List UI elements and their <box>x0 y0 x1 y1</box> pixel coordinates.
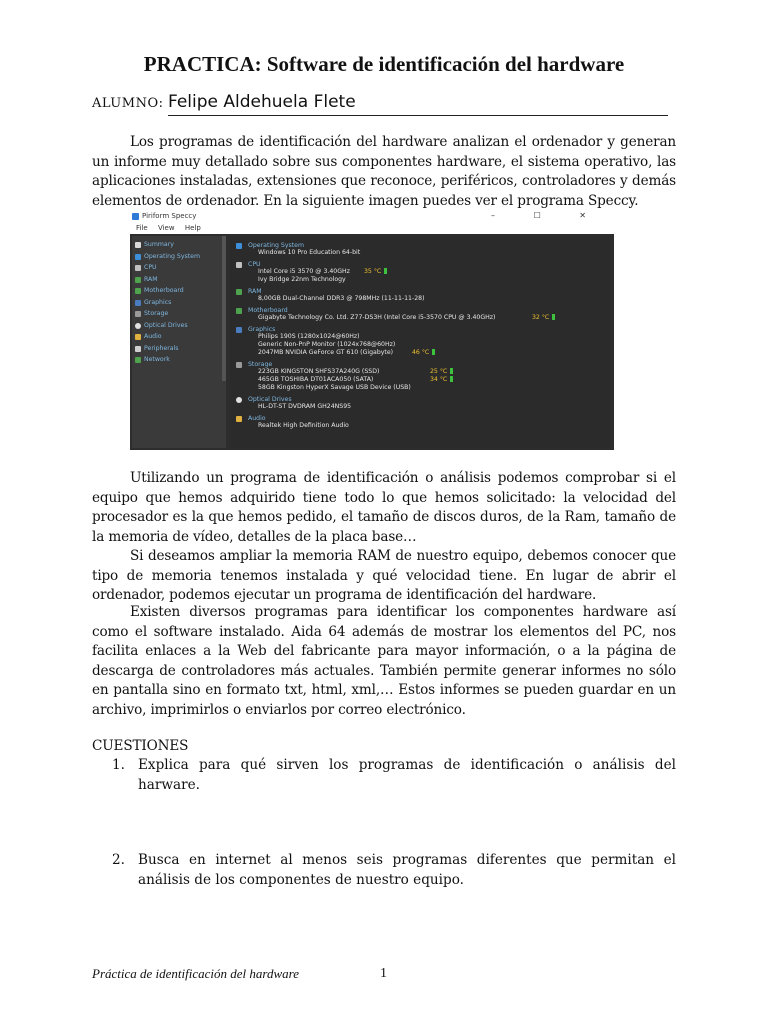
question-1 <box>112 756 676 795</box>
sidebar-item-audio: Audio <box>144 333 162 340</box>
motherboard-icon <box>135 288 141 294</box>
storage-disk-1: 223GB KINGSTON SHFS37A240G (SSD) <box>258 368 380 375</box>
graphics-card: 2047MB NVIDIA GeForce GT 610 (Gigabyte) <box>258 349 394 356</box>
question-1-text: Explica para qué sirven los programas de identificación o análisis del harware. <box>138 757 676 793</box>
cpu-icon <box>135 265 141 271</box>
storage-icon <box>135 311 141 317</box>
speccy-sidebar <box>132 236 226 448</box>
ram-section-icon <box>236 289 242 295</box>
paragraph-identification: Utilizando un programa de identificación o análisis podemos comprobar si el equipo que hemos adquirido tiene todo lo que hemos solicitado: la velocidad del procesador es la que hemos pedido, el tamaño de discos duros, de la Ram, tamaño de la memoria de vídeo, detalles de la placa base… <box>92 470 676 545</box>
page-title: PRACTICA: Software de identificación del hardware <box>143 52 625 76</box>
menu-help: Help <box>184 224 201 232</box>
speccy-titlebar <box>130 210 614 224</box>
network-icon <box>135 357 141 363</box>
paragraph-ram: Si deseamos ampliar la memoria RAM de nuestro equipo, debemos conocer que tipo de memoria tenemos instalada y qué velocidad tiene. En lugar de abrir el ordenador, podemos ejecutar un programa de identificación del hardware. <box>92 548 676 604</box>
cpu-temp-gauge <box>384 268 387 274</box>
sidebar-item-storage: Storage <box>144 310 169 317</box>
mb-temp-gauge <box>552 314 555 320</box>
graphics-monitor-2: Generic Non-PnP Monitor (1024x768@60Hz) <box>258 341 396 348</box>
section-ram-heading: RAM <box>248 288 262 295</box>
speccy-main-panel <box>230 236 610 448</box>
section-os-heading: Operating System <box>248 242 304 249</box>
motherboard-value: Gigabyte Technology Co. Ltd. Z77-DS3H (Intel Core i5-3570 CPU @ 3.40GHz) <box>258 314 496 321</box>
optical-drive-icon <box>135 323 141 329</box>
sidebar-item-motherboard: Motherboard <box>144 287 184 294</box>
optical-section-icon <box>236 397 242 403</box>
graphics-icon <box>135 300 141 306</box>
menu-view: View <box>157 224 175 232</box>
mb-temp-value: 32 °C <box>532 314 550 321</box>
sidebar-item-graphics: Graphics <box>144 299 172 306</box>
ram-value: 8,00GB Dual-Channel DDR3 @ 798MHz (11-11-11-28) <box>258 295 425 302</box>
question-2-text: Busca en internet al menos seis programas diferentes que permitan el análisis de los componentes de nuestro equipo. <box>138 852 676 888</box>
cpu-tech: Ivy Bridge 22nm Technology <box>258 276 346 283</box>
audio-icon <box>135 334 141 340</box>
gpu-temp-gauge <box>432 349 435 355</box>
section-motherboard-heading: Motherboard <box>248 307 288 314</box>
speccy-menubar <box>130 224 614 234</box>
optical-value: HL-DT-ST DVDRAM GH24NS95 <box>258 403 352 410</box>
cpu-value: Intel Core i5 3570 @ 3.40GHz <box>258 268 350 275</box>
student-field <box>92 92 672 116</box>
cpu-temp-value: 35 °C <box>364 268 382 275</box>
section-cpu-heading: CPU <box>248 261 261 268</box>
sidebar-item-peripherals: Peripherals <box>144 345 179 352</box>
sidebar-item-os: Operating System <box>144 253 200 260</box>
disk1-temperature <box>430 368 453 375</box>
audio-value: Realtek High Definition Audio <box>258 422 349 429</box>
sidebar-item-network: Network <box>144 356 170 363</box>
menu-file: File <box>136 224 148 232</box>
graphics-temperature <box>412 349 435 356</box>
section-graphics-heading: Graphics <box>248 326 276 333</box>
storage-disk-2: 465GB TOSHIBA DT01ACA050 (SATA) <box>258 376 374 383</box>
page-number: 1 <box>380 966 387 981</box>
section-storage-heading: Storage <box>248 361 273 368</box>
question-2 <box>112 851 676 890</box>
sidebar-scrollbar <box>222 236 226 381</box>
summary-icon <box>135 242 141 248</box>
os-value: Windows 10 Pro Education 64-bit <box>258 249 361 256</box>
speccy-window-title: Piriform Speccy <box>142 212 197 220</box>
questions-heading: CUESTIONES <box>92 738 189 754</box>
student-label: ALUMNO: <box>92 96 164 111</box>
sidebar-item-optical: Optical Drives <box>144 322 188 329</box>
graphics-section-icon <box>236 327 242 333</box>
section-audio-heading: Audio <box>248 415 266 422</box>
section-optical-heading: Optical Drives <box>248 396 292 403</box>
storage-disk-3: 58GB Kingston HyperX Savage USB Device (USB) <box>258 384 411 391</box>
speccy-screenshot <box>130 210 614 450</box>
motherboard-section-icon <box>236 308 242 314</box>
window-controls: – ☐ ✕ <box>491 211 604 220</box>
paragraph-programs: Existen diversos programas para identificar los componentes hardware así como el software instalado. Aida 64 además de mostrar los elementos del PC, nos facilita enlaces a la Web del fabricante para mayor información, o a la página de descarga de controladores más actuales. También permite generar informes no sólo en pantalla sino en formato txt, html, xml,… Estos informes se pueden guardar en un archivo, imprimirlos o enviarlos por correo electrónico. <box>92 604 676 718</box>
os-section-icon <box>236 243 242 249</box>
disk2-temperature <box>430 376 453 383</box>
sidebar-item-cpu: CPU <box>144 264 157 271</box>
ram-icon <box>135 277 141 283</box>
disk1-temp-value: 25 °C <box>430 368 448 375</box>
student-underline <box>168 115 668 116</box>
sidebar-item-ram: RAM <box>144 276 158 283</box>
disk2-temp-value: 34 °C <box>430 376 448 383</box>
motherboard-temperature <box>532 314 555 321</box>
disk1-temp-gauge <box>450 368 453 374</box>
speccy-app-icon <box>132 213 139 220</box>
audio-section-icon <box>236 416 242 422</box>
peripherals-icon <box>135 346 141 352</box>
question-2-number: 2. <box>112 852 125 868</box>
cpu-temperature <box>364 268 387 275</box>
graphics-monitor-1: Philips 190S (1280x1024@60Hz) <box>258 333 360 340</box>
footer-title: Práctica de identificación del hardware <box>92 966 299 981</box>
intro-paragraph: Los programas de identificación del hardware analizan el ordenador y generan un informe muy detallado sobre sus componentes hardware, el sistema operativo, las aplicaciones instaladas, extensiones que reconoce, periféricos, controladores y demás elementos de ordenador. En la siguiente imagen puedes ver el programa Speccy. <box>92 134 676 209</box>
gpu-temp-value: 46 °C <box>412 349 430 356</box>
windows-icon <box>135 254 141 260</box>
question-1-number: 1. <box>112 757 125 773</box>
cpu-section-icon <box>236 262 242 268</box>
sidebar-item-summary: Summary <box>144 241 174 248</box>
student-name: Felipe Aldehuela Flete <box>168 92 356 112</box>
disk2-temp-gauge <box>450 376 453 382</box>
storage-section-icon <box>236 362 242 368</box>
